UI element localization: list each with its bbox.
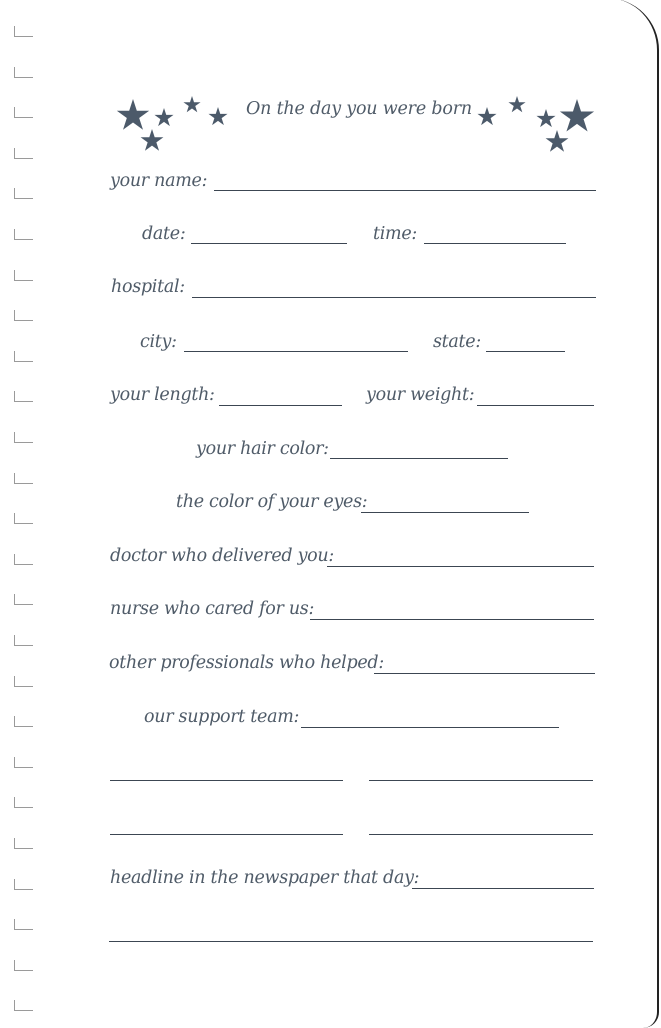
star-icon: [116, 99, 150, 133]
spiral-mark: [14, 919, 33, 930]
spiral-mark: [14, 594, 33, 605]
your-hair-color-field[interactable]: [330, 458, 508, 459]
spiral-mark: [14, 229, 33, 240]
hospital-field[interactable]: [192, 297, 596, 298]
your-length-field[interactable]: [219, 405, 342, 406]
spiral-mark: [14, 635, 33, 646]
city-field[interactable]: [184, 351, 408, 352]
spiral-mark: [14, 473, 33, 484]
doctor-field[interactable]: [327, 566, 594, 567]
spiral-mark: [14, 310, 33, 321]
spiral-mark: [14, 148, 33, 159]
spiral-mark: [14, 391, 33, 402]
eye-color-field[interactable]: [361, 512, 529, 513]
date-field[interactable]: [191, 243, 347, 244]
spiral-mark: [14, 1000, 33, 1011]
time-field[interactable]: [424, 243, 566, 244]
time-label: time:: [373, 224, 417, 244]
your-weight-field[interactable]: [477, 405, 594, 406]
spiral-mark: [14, 513, 33, 524]
spiral-binding-marks: [0, 0, 60, 1024]
spiral-mark: [14, 67, 33, 78]
state-field[interactable]: [486, 351, 565, 352]
spiral-mark: [14, 107, 33, 118]
support-team-extra-field[interactable]: [369, 780, 593, 781]
your-hair-color-label: your hair color:: [196, 439, 329, 459]
star-icon: [536, 109, 556, 129]
your-length-label: your length:: [110, 385, 215, 405]
spiral-mark: [14, 960, 33, 971]
your-name-label: your name:: [110, 171, 208, 191]
star-icon: [508, 96, 526, 114]
spiral-mark: [14, 716, 33, 727]
your-name-field[interactable]: [214, 190, 596, 191]
your-weight-label: your weight:: [366, 385, 475, 405]
support-team-extra-field[interactable]: [369, 834, 593, 835]
spiral-mark: [14, 879, 33, 890]
spiral-mark: [14, 757, 33, 768]
star-icon: [545, 130, 569, 154]
date-label: date:: [142, 224, 186, 244]
star-icon: [183, 96, 201, 114]
star-icon: [477, 107, 497, 127]
spiral-mark: [14, 26, 33, 37]
support-team-label: our support team:: [144, 707, 300, 727]
spiral-mark: [14, 676, 33, 687]
nurse-label: nurse who cared for us:: [110, 599, 315, 619]
spiral-mark: [14, 797, 33, 808]
eye-color-label: the color of your eyes:: [176, 492, 368, 512]
newspaper-headline-extra-field[interactable]: [109, 941, 593, 942]
spiral-mark: [14, 432, 33, 443]
city-label: city:: [140, 332, 177, 352]
spiral-mark: [14, 554, 33, 565]
spiral-mark: [14, 838, 33, 849]
support-team-field[interactable]: [301, 727, 559, 728]
state-label: state:: [433, 332, 481, 352]
newspaper-headline-label: headline in the newspaper that day:: [110, 868, 420, 888]
page-edge: [548, 0, 659, 1028]
nurse-field[interactable]: [310, 619, 594, 620]
spiral-mark: [14, 188, 33, 199]
support-team-extra-field[interactable]: [110, 780, 343, 781]
page-title: On the day you were born: [246, 99, 472, 119]
support-team-extra-field[interactable]: [110, 834, 343, 835]
other-professionals-label: other professionals who helped:: [109, 653, 384, 673]
star-icon: [140, 129, 164, 153]
star-icon: [208, 107, 228, 127]
hospital-label: hospital:: [111, 277, 185, 297]
star-icon: [154, 108, 174, 128]
doctor-label: doctor who delivered you:: [110, 546, 334, 566]
other-professionals-field[interactable]: [374, 673, 595, 674]
spiral-mark: [14, 351, 33, 362]
spiral-mark: [14, 270, 33, 281]
newspaper-headline-field[interactable]: [412, 888, 594, 889]
